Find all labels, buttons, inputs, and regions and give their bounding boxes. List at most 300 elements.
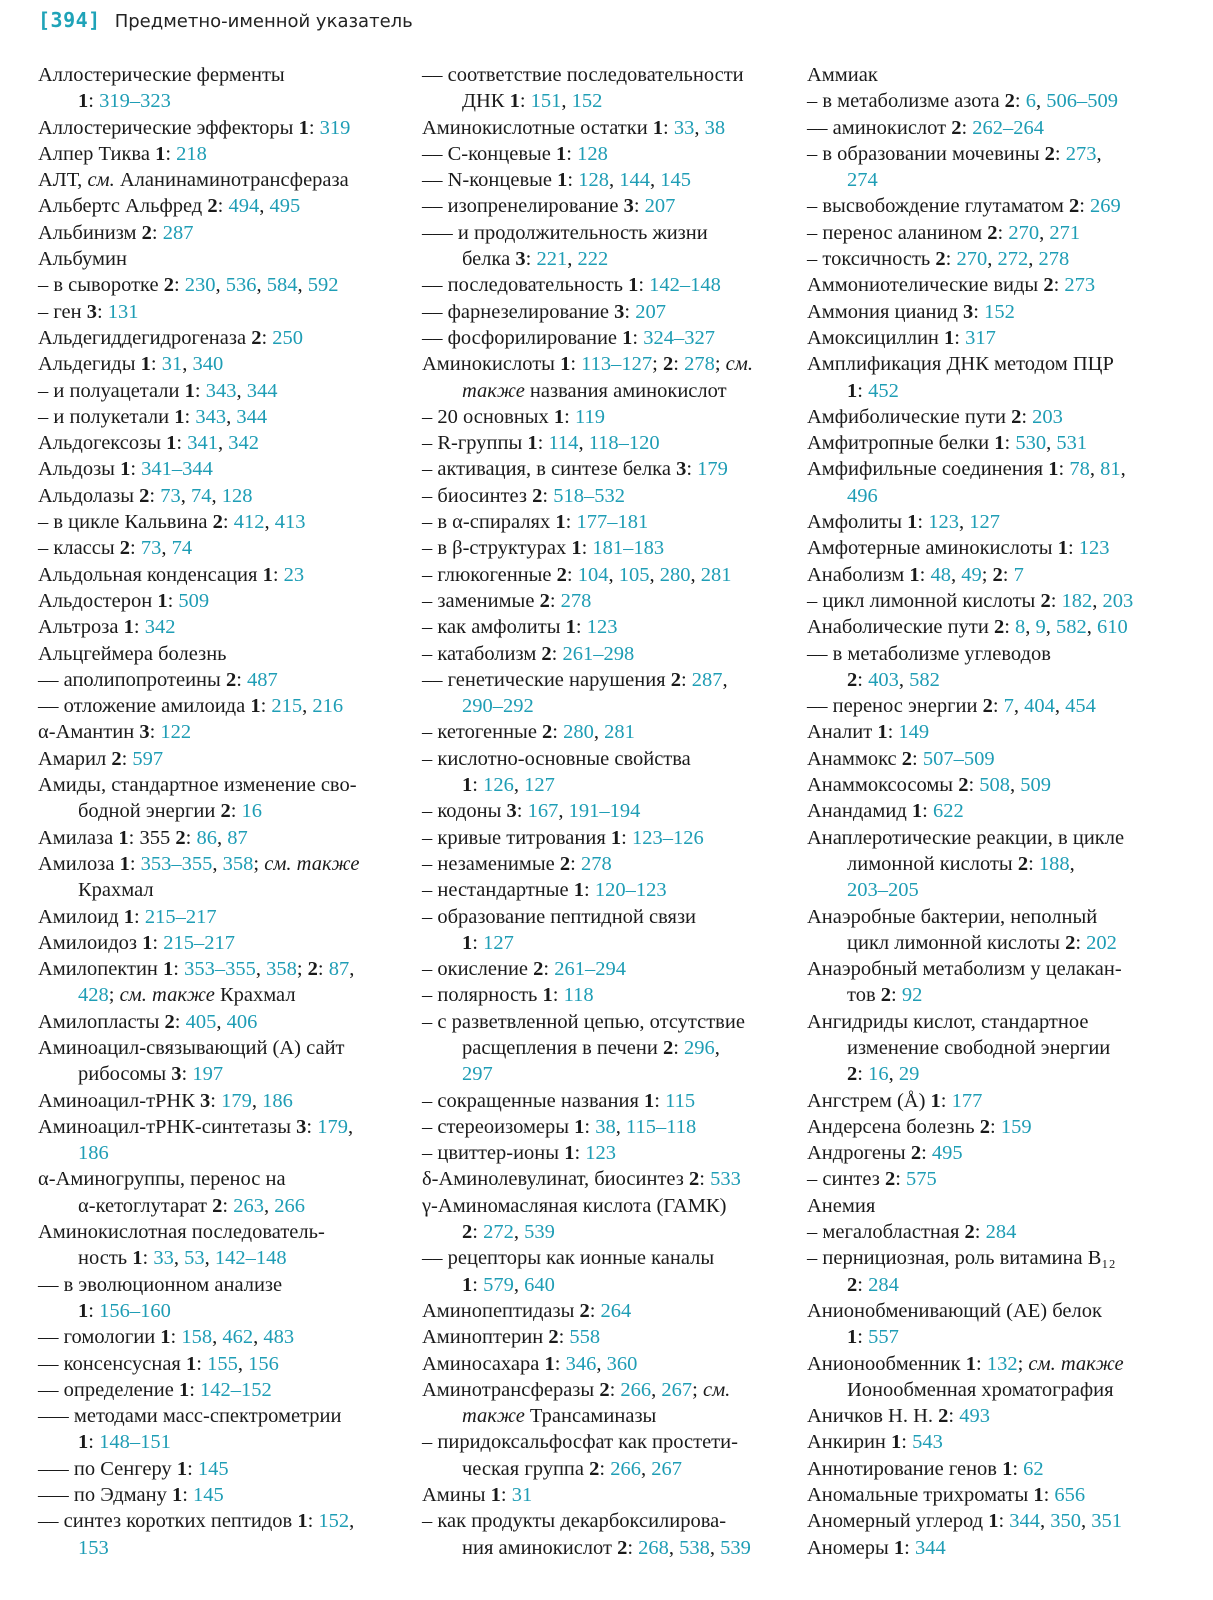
- page-ref[interactable]: 153: [78, 1536, 109, 1559]
- page-ref[interactable]: 7: [1003, 695, 1014, 718]
- page-ref[interactable]: 341–344: [141, 458, 213, 481]
- volume-number: 1: [628, 274, 639, 297]
- page-ref[interactable]: 508: [979, 774, 1011, 797]
- volume-number: 1: [78, 90, 89, 113]
- page-ref[interactable]: 126: [483, 774, 514, 797]
- index-line: [807, 509, 1207, 535]
- entry-text: – с разветвленной цепью, отсутствие: [422, 1010, 745, 1033]
- page-ref[interactable]: 539: [524, 1221, 555, 1244]
- page-ref[interactable]: 558: [569, 1326, 601, 1349]
- entry-text: ДНК: [462, 90, 510, 113]
- page-ref[interactable]: 360: [606, 1352, 638, 1375]
- page-ref[interactable]: 122: [160, 721, 192, 744]
- page-ref[interactable]: 261–298: [562, 642, 635, 665]
- entry-text: :: [974, 1221, 986, 1244]
- page-ref[interactable]: 266: [610, 1457, 641, 1480]
- page-ref[interactable]: 179: [221, 1089, 252, 1112]
- page-ref[interactable]: 31: [511, 1484, 533, 1507]
- entry-text: Альбумин: [38, 248, 127, 271]
- page-ref[interactable]: 73: [160, 484, 181, 507]
- page-ref[interactable]: 263: [233, 1194, 264, 1217]
- index-line: [422, 641, 800, 667]
- cross-ref-italic: также: [462, 1405, 525, 1428]
- entry-text: :: [599, 1457, 611, 1480]
- volume-number: 1: [542, 984, 553, 1007]
- page-ref[interactable]: 87: [328, 958, 350, 981]
- page-ref[interactable]: 493: [959, 1405, 990, 1428]
- page-ref[interactable]: 48: [930, 563, 951, 586]
- page-ref[interactable]: 207: [644, 195, 676, 218]
- page-ref[interactable]: 518–532: [553, 484, 625, 507]
- page-ref[interactable]: 278: [684, 353, 715, 376]
- entry-text: :: [922, 800, 933, 823]
- index-line: [38, 404, 410, 430]
- volume-number: 1: [250, 695, 261, 718]
- page-ref[interactable]: 342: [144, 616, 176, 639]
- page-ref[interactable]: 280: [563, 721, 594, 744]
- page-ref[interactable]: 509: [1020, 774, 1052, 797]
- page-ref[interactable]: 177: [951, 1089, 983, 1112]
- page-ref[interactable]: 530: [1015, 432, 1047, 455]
- page-ref[interactable]: 33: [673, 116, 695, 139]
- index-line: [38, 1456, 410, 1482]
- page-ref[interactable]: 344: [246, 379, 278, 402]
- entry-text: ,: [1046, 432, 1057, 455]
- page-ref[interactable]: 182: [1061, 589, 1093, 612]
- volume-number: 1: [297, 1510, 308, 1533]
- page-ref[interactable]: 87: [227, 826, 248, 849]
- entry-text: ,: [987, 248, 998, 271]
- page-ref[interactable]: 406: [226, 1010, 258, 1033]
- page-ref[interactable]: 216: [312, 695, 344, 718]
- entry-text: Амилоидоз: [38, 931, 143, 954]
- page-ref[interactable]: 128: [578, 169, 609, 192]
- entry-text: :: [516, 800, 528, 823]
- index-line: [38, 1009, 410, 1035]
- entry-text: :: [976, 1352, 987, 1375]
- page-ref[interactable]: 127: [524, 774, 555, 797]
- page-ref[interactable]: 123: [585, 1142, 617, 1165]
- page-ref[interactable]: 452: [868, 379, 899, 402]
- page-ref[interactable]: 509: [178, 589, 210, 612]
- page-ref[interactable]: 557: [868, 1326, 899, 1349]
- page-ref[interactable]: 128: [221, 484, 253, 507]
- page-ref[interactable]: 622: [932, 800, 964, 823]
- entry-text: :: [1004, 616, 1016, 639]
- page-ref[interactable]: 119: [574, 405, 605, 428]
- page-ref[interactable]: 273: [1064, 274, 1096, 297]
- page-ref[interactable]: 186: [78, 1142, 109, 1165]
- page-ref[interactable]: 261–294: [554, 958, 626, 981]
- page-ref[interactable]: 324–327: [643, 326, 715, 349]
- page-ref[interactable]: 284: [868, 1273, 899, 1296]
- page-ref[interactable]: 250: [272, 326, 304, 349]
- page-ref[interactable]: 268: [638, 1536, 669, 1559]
- page-ref[interactable]: 454: [1065, 695, 1096, 718]
- page-ref[interactable]: 123: [1078, 537, 1110, 560]
- page-ref[interactable]: 197: [192, 1063, 224, 1086]
- page-ref[interactable]: 186: [262, 1089, 293, 1112]
- page-ref[interactable]: 177–181: [576, 511, 649, 534]
- volume-number: 2: [139, 484, 150, 507]
- page-ref[interactable]: 155: [207, 1352, 238, 1375]
- page-ref[interactable]: 506–509: [1046, 90, 1118, 113]
- page-ref[interactable]: 353–355: [184, 958, 256, 981]
- page-ref[interactable]: 344: [236, 405, 268, 428]
- page-ref[interactable]: 145: [660, 169, 691, 192]
- index-line: [807, 693, 1207, 719]
- page-ref[interactable]: 281: [604, 721, 635, 744]
- volume-number: 2: [111, 747, 122, 770]
- page-ref[interactable]: 148–151: [99, 1431, 171, 1454]
- entry-text: :: [260, 695, 272, 718]
- entry-text: –– последовательность: [422, 274, 629, 297]
- entry-text: :: [306, 1115, 318, 1138]
- entry-text: – как продукты декарбоксилирова-: [422, 1510, 727, 1533]
- page-ref[interactable]: 640: [524, 1273, 555, 1296]
- page-ref[interactable]: 203: [1102, 589, 1134, 612]
- page-ref[interactable]: 8: [1015, 616, 1026, 639]
- page-ref[interactable]: 115: [665, 1089, 696, 1112]
- page-ref[interactable]: 340: [192, 353, 224, 376]
- page-ref[interactable]: 74: [171, 537, 193, 560]
- volume-number: 2: [662, 1036, 674, 1059]
- page-ref[interactable]: 278: [560, 589, 592, 612]
- entry-text: ,: [263, 1194, 275, 1217]
- page-ref[interactable]: 151: [530, 90, 562, 113]
- page-ref[interactable]: 31: [161, 353, 183, 376]
- page-ref[interactable]: 495: [269, 195, 301, 218]
- page-ref[interactable]: 531: [1056, 432, 1088, 455]
- page-ref[interactable]: 167: [527, 800, 559, 823]
- page-ref[interactable]: 127: [969, 511, 1000, 534]
- entry-text: :: [88, 90, 100, 113]
- page-ref[interactable]: 344: [914, 1536, 946, 1559]
- page-ref[interactable]: 78: [1069, 458, 1090, 481]
- page-ref[interactable]: 128: [577, 142, 608, 165]
- page-ref[interactable]: 272: [997, 248, 1029, 271]
- volume-number: 1: [907, 511, 918, 534]
- entry-text: ,: [1092, 589, 1103, 612]
- index-line: [38, 904, 410, 930]
- page-ref[interactable]: 296: [684, 1036, 715, 1059]
- page-ref[interactable]: 342: [228, 432, 259, 455]
- page-ref[interactable]: 118–120: [588, 432, 660, 455]
- entry-text: :: [1079, 195, 1091, 218]
- page-ref[interactable]: 218: [176, 142, 207, 165]
- page-ref[interactable]: 344: [1009, 1510, 1041, 1533]
- page-ref[interactable]: 358: [266, 958, 297, 981]
- page-ref[interactable]: 181–183: [592, 537, 665, 560]
- entry-text: Амфотерные аминокислоты: [807, 537, 1058, 560]
- page-ref[interactable]: 495: [931, 1142, 963, 1165]
- page-ref[interactable]: 207: [635, 300, 666, 323]
- volume-number: 2: [993, 616, 1005, 639]
- page-ref[interactable]: 656: [1054, 1484, 1086, 1507]
- index-line: [807, 246, 1207, 272]
- page-ref[interactable]: 49: [961, 563, 982, 586]
- page-ref[interactable]: 142–148: [214, 1247, 287, 1270]
- page-ref[interactable]: 115–118: [626, 1115, 697, 1138]
- entry-text: ;: [253, 852, 265, 875]
- index-line: [807, 825, 1207, 851]
- page-ref[interactable]: 145: [193, 1484, 224, 1507]
- entry-text: :: [1058, 458, 1070, 481]
- page-ref[interactable]: 487: [247, 668, 278, 691]
- page-ref[interactable]: 358: [222, 852, 254, 875]
- page-ref[interactable]: 404: [1024, 695, 1055, 718]
- entry-text: лимонной кислоты: [847, 852, 1018, 875]
- page-ref[interactable]: 132: [986, 1352, 1018, 1375]
- page-ref[interactable]: 267: [661, 1378, 693, 1401]
- entry-text: – и полукетали: [38, 405, 175, 428]
- page-ref[interactable]: 582: [909, 668, 940, 691]
- page-ref[interactable]: 290–292: [462, 695, 534, 718]
- page-ref[interactable]: 38: [704, 116, 726, 139]
- page-ref[interactable]: 159: [1000, 1115, 1032, 1138]
- page-ref[interactable]: 287: [162, 221, 194, 244]
- page-ref[interactable]: 270: [956, 248, 988, 271]
- page-ref[interactable]: 405: [185, 1010, 217, 1033]
- page-ref[interactable]: 271: [1049, 221, 1081, 244]
- entry-text: ,: [259, 195, 270, 218]
- page-ref[interactable]: 287: [691, 668, 723, 691]
- page-ref[interactable]: 428: [78, 984, 109, 1007]
- page-ref[interactable]: 152: [318, 1510, 350, 1533]
- entry-text: :: [308, 116, 320, 139]
- entry-text: :: [182, 1484, 194, 1507]
- page-ref[interactable]: 203–205: [847, 879, 919, 902]
- page-ref[interactable]: 319–323: [99, 90, 171, 113]
- entry-text: :: [891, 984, 902, 1007]
- entry-text: Аминокислотная последователь-: [38, 1221, 325, 1244]
- page-ref[interactable]: 274: [847, 169, 878, 192]
- page-ref[interactable]: 539: [720, 1536, 751, 1559]
- page-ref[interactable]: 278: [1038, 248, 1070, 271]
- page-ref[interactable]: 179: [317, 1115, 348, 1138]
- entry-text: –– аполипопротеины: [38, 668, 226, 691]
- cross-ref-italic: см.: [725, 353, 753, 376]
- index-line: [422, 272, 800, 298]
- page-ref[interactable]: 9: [1035, 616, 1046, 639]
- page-ref[interactable]: 215–217: [163, 931, 235, 954]
- page-ref[interactable]: 142–148: [649, 274, 721, 297]
- page-ref[interactable]: 158: [181, 1326, 213, 1349]
- page-ref[interactable]: 353–355: [140, 852, 213, 875]
- page-ref[interactable]: 579: [483, 1273, 514, 1296]
- entry-text: цикл лимонной кислоты: [847, 931, 1066, 954]
- page-ref[interactable]: 610: [1097, 616, 1128, 639]
- page-ref[interactable]: 507–509: [922, 747, 995, 770]
- entry-text: :: [187, 1457, 198, 1480]
- entry-text: :: [609, 1378, 621, 1401]
- page-ref[interactable]: 142–152: [200, 1378, 272, 1401]
- index-line: [422, 535, 800, 561]
- page-ref[interactable]: 156: [248, 1352, 279, 1375]
- index-line: [38, 535, 410, 561]
- entry-text: :: [173, 958, 185, 981]
- page-ref[interactable]: 592: [307, 274, 339, 297]
- entry-text: :: [566, 563, 578, 586]
- page-ref[interactable]: 538: [679, 1536, 710, 1559]
- page-ref[interactable]: 92: [901, 984, 923, 1007]
- volume-number: 2: [599, 1378, 610, 1401]
- entry-text: ,: [714, 1036, 720, 1059]
- volume-number: 2: [1044, 142, 1055, 165]
- page-ref[interactable]: 152: [984, 300, 1015, 323]
- volume-number: 2: [251, 326, 262, 349]
- page-ref[interactable]: 62: [1023, 1457, 1044, 1480]
- page-ref[interactable]: 16: [241, 800, 263, 823]
- entry-text: ,: [1013, 695, 1025, 718]
- page-ref[interactable]: 533: [710, 1168, 741, 1191]
- page-ref[interactable]: 346: [565, 1352, 597, 1375]
- index-line: [807, 430, 1207, 456]
- page-ref[interactable]: 152: [571, 90, 603, 113]
- page-ref[interactable]: 272: [483, 1221, 514, 1244]
- entry-text: :: [217, 195, 229, 218]
- page-ref[interactable]: 202: [1086, 931, 1117, 954]
- entry-text: ,: [608, 563, 619, 586]
- page-ref[interactable]: 543: [912, 1431, 943, 1454]
- page-ref[interactable]: 38: [595, 1115, 616, 1138]
- page-ref[interactable]: 412: [233, 511, 265, 534]
- page-ref[interactable]: 81: [1100, 458, 1121, 481]
- page-ref[interactable]: 53: [184, 1247, 205, 1270]
- index-line: [422, 62, 800, 88]
- page-ref[interactable]: 351: [1091, 1510, 1123, 1533]
- page-ref[interactable]: 483: [263, 1326, 295, 1349]
- page-ref[interactable]: 123–126: [631, 826, 704, 849]
- entry-text: :: [895, 1168, 907, 1191]
- page-ref[interactable]: 191–194: [568, 800, 641, 823]
- index-line: [807, 351, 1207, 377]
- page-ref[interactable]: 273: [1065, 142, 1097, 165]
- page-ref[interactable]: 144: [619, 169, 650, 192]
- page-ref[interactable]: 23: [283, 563, 305, 586]
- page-ref[interactable]: 203: [1032, 405, 1063, 428]
- page-ref[interactable]: 597: [132, 747, 164, 770]
- page-ref[interactable]: 280: [659, 563, 691, 586]
- entry-text: –– изопренелирование: [422, 195, 624, 218]
- page-ref[interactable]: 33: [153, 1247, 174, 1270]
- index-line: [38, 246, 410, 272]
- entry-text: – и полуацетали: [38, 379, 185, 402]
- page-ref[interactable]: 584: [266, 274, 298, 297]
- page-ref[interactable]: 343: [195, 405, 227, 428]
- entry-text: :: [261, 326, 273, 349]
- page-ref[interactable]: 149: [898, 721, 930, 744]
- page-ref[interactable]: 284: [985, 1221, 1017, 1244]
- page-ref[interactable]: 104: [577, 563, 609, 586]
- volume-number: 1: [847, 379, 858, 402]
- page-ref[interactable]: 413: [274, 511, 306, 534]
- entry-text: ,: [888, 1063, 899, 1086]
- entry-text: ,: [1086, 616, 1098, 639]
- page-ref[interactable]: 120–123: [594, 879, 667, 902]
- page-ref[interactable]: 494: [228, 195, 260, 218]
- page-ref[interactable]: 16: [868, 1063, 889, 1086]
- page-ref[interactable]: 266: [620, 1378, 652, 1401]
- entry-text: :: [133, 616, 145, 639]
- entry-text: Альбинизм: [38, 221, 142, 244]
- page-ref[interactable]: 350: [1050, 1510, 1082, 1533]
- page-ref[interactable]: 403: [868, 668, 899, 691]
- entry-text: – образование пептидной связи: [422, 905, 697, 928]
- page-ref[interactable]: 575: [906, 1168, 937, 1191]
- page-ref[interactable]: 113–127: [581, 353, 653, 376]
- page-ref[interactable]: 266: [274, 1194, 305, 1217]
- page-ref[interactable]: 29: [898, 1063, 920, 1086]
- page-ref[interactable]: 131: [107, 300, 139, 323]
- page-ref[interactable]: 582: [1056, 616, 1087, 639]
- page-ref[interactable]: 264: [600, 1299, 632, 1322]
- page-ref[interactable]: 215: [271, 695, 303, 718]
- index-line: [807, 1508, 1207, 1534]
- page-ref[interactable]: 281: [700, 563, 732, 586]
- entry-text: –– фарнезелирование: [422, 300, 615, 323]
- page-ref[interactable]: 156–160: [99, 1299, 171, 1322]
- entry-text: Аммиак: [807, 64, 878, 86]
- page-ref[interactable]: 278: [580, 852, 612, 875]
- volume-number: 2: [164, 1010, 175, 1033]
- page-ref[interactable]: 341: [187, 432, 218, 455]
- entry-text: :: [472, 774, 484, 797]
- running-title: Предметно-именной указатель: [114, 11, 413, 32]
- page-ref[interactable]: 188: [1038, 852, 1070, 875]
- entry-text: ,: [161, 537, 172, 560]
- page-ref[interactable]: 496: [847, 484, 878, 507]
- page-ref[interactable]: 343: [205, 379, 237, 402]
- page-ref[interactable]: 114: [548, 432, 579, 455]
- entry-text: Аминоптерин: [422, 1326, 549, 1349]
- page-ref[interactable]: 267: [651, 1457, 682, 1480]
- page-ref[interactable]: 215–217: [144, 905, 217, 928]
- entry-text: ,: [950, 563, 962, 586]
- page-ref[interactable]: 73: [140, 537, 162, 560]
- page-ref[interactable]: 221: [536, 248, 568, 271]
- index-line-continuation: [807, 667, 1207, 693]
- entry-text: Аланинаминотрансфераза: [114, 169, 349, 192]
- page-ref[interactable]: 6: [1025, 90, 1036, 113]
- page-ref[interactable]: 536: [225, 274, 257, 297]
- page-ref[interactable]: 179: [697, 458, 728, 481]
- page-ref[interactable]: 222: [577, 248, 609, 271]
- entry-text: ;: [714, 353, 726, 376]
- entry-text: Анандамид: [807, 800, 912, 823]
- page-ref[interactable]: 105: [618, 563, 650, 586]
- page-ref[interactable]: 145: [197, 1457, 229, 1480]
- entry-text: – в β-структурах: [422, 537, 572, 560]
- page-ref[interactable]: 118: [563, 984, 594, 1007]
- page-ref[interactable]: 127: [483, 931, 514, 954]
- page-ref[interactable]: 230: [184, 274, 216, 297]
- index-line: [38, 1272, 410, 1298]
- page-ref[interactable]: 123: [586, 616, 618, 639]
- entry-text: Аллостерические ферменты: [38, 64, 285, 86]
- page-ref[interactable]: 86: [196, 826, 217, 849]
- page-ref[interactable]: 319: [319, 116, 351, 139]
- page-ref[interactable]: 7: [1013, 563, 1024, 586]
- page-ref[interactable]: 123: [928, 511, 959, 534]
- page-ref[interactable]: 462: [222, 1326, 254, 1349]
- page-ref[interactable]: 297: [462, 1063, 493, 1086]
- page-ref[interactable]: 270: [1008, 221, 1040, 244]
- page-ref[interactable]: 317: [965, 326, 996, 349]
- page-ref[interactable]: 262–264: [972, 116, 1045, 139]
- page-ref[interactable]: 269: [1090, 195, 1121, 218]
- page-ref[interactable]: 74: [190, 484, 212, 507]
